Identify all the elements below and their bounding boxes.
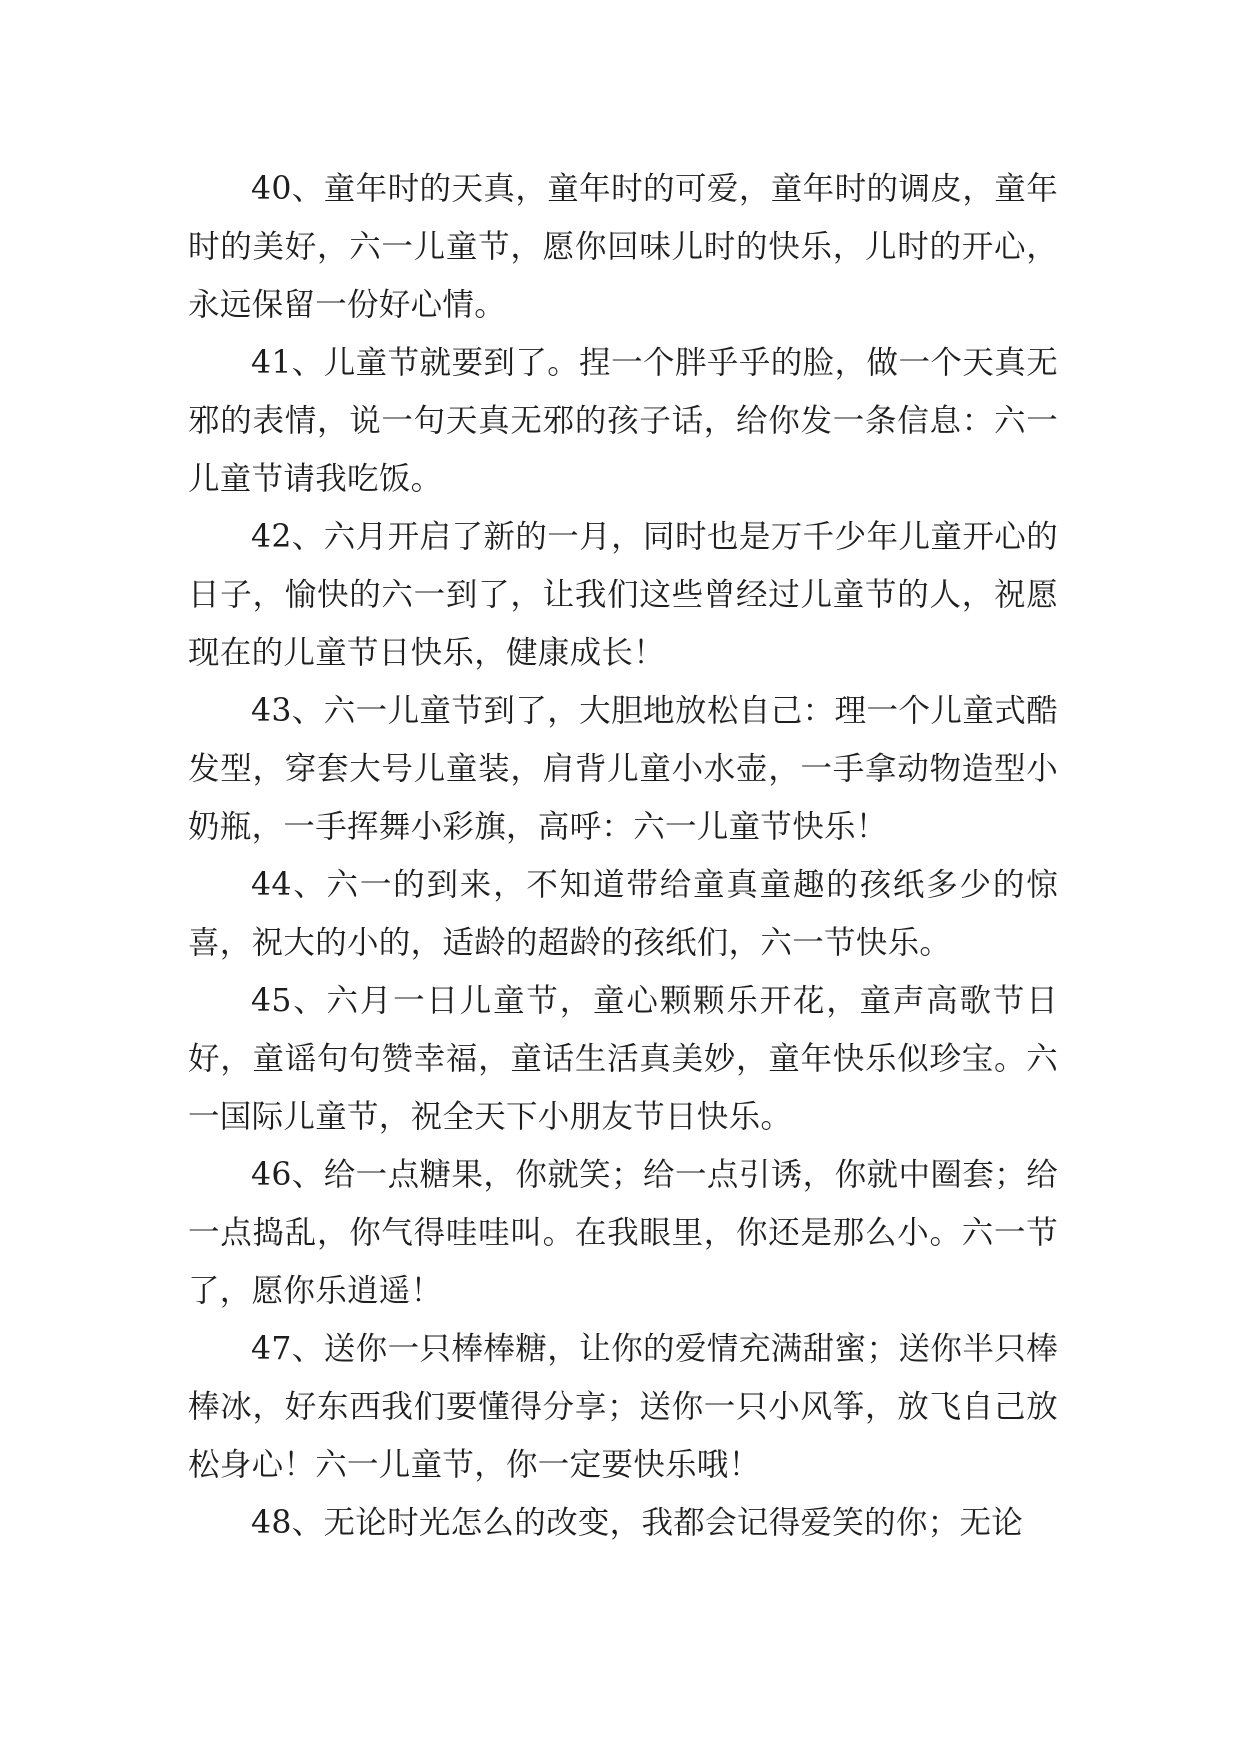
paragraph-41: 41、儿童节就要到了。捏一个胖乎乎的脸，做一个天真无邪的表情，说一句天真无邪的孩子话，给你发一条信息：六一儿童节请我吃饭。: [188, 345, 1058, 497]
paragraph-48: 48、无论时光怎么的改变，我都会记得爱笑的你；无论: [251, 1505, 1024, 1541]
paragraph-47: 47、送你一只棒棒糖，让你的爱情充满甜蜜；送你半只棒棒冰，好东西我们要懂得分享；送你一只小风筝，放飞自己放松身心！六一儿童节，你一定要快乐哦！: [188, 1331, 1058, 1483]
document-body: [188, 160, 1058, 1552]
paragraph-46: 46、给一点糖果，你就笑；给一点引诱，你就中圈套；给一点捣乱，你气得哇哇叫。在我眼里，你还是那么小。六一节了，愿你乐逍遥！: [188, 1157, 1058, 1309]
paragraph-43: 43、六一儿童节到了，大胆地放松自己：理一个儿童式酷发型，穿套大号儿童装，肩背儿童小水壶，一手拿动物造型小奶瓶，一手挥舞小彩旗，高呼：六一儿童节快乐！: [188, 693, 1058, 845]
paragraph-42: 42、六月开启了新的一月，同时也是万千少年儿童开心的日子，愉快的六一到了，让我们这些曾经过儿童节的人，祝愿现在的儿童节日快乐，健康成长！: [188, 519, 1058, 671]
paragraph-40: 40、童年时的天真，童年时的可爱，童年时的调皮，童年时的美好，六一儿童节，愿你回味儿时的快乐，儿时的开心，永远保留一份好心情。: [188, 171, 1058, 323]
paragraph-45: 45、六月一日儿童节，童心颗颗乐开花，童声高歌节日好，童谣句句赞幸福，童话生活真美妙，童年快乐似珍宝。六一国际儿童节，祝全天下小朋友节日快乐。: [188, 983, 1058, 1135]
paragraph-44: 44、六一的到来，不知道带给童真童趣的孩纸多少的惊喜，祝大的小的，适龄的超龄的孩纸们，六一节快乐。: [188, 867, 1058, 961]
